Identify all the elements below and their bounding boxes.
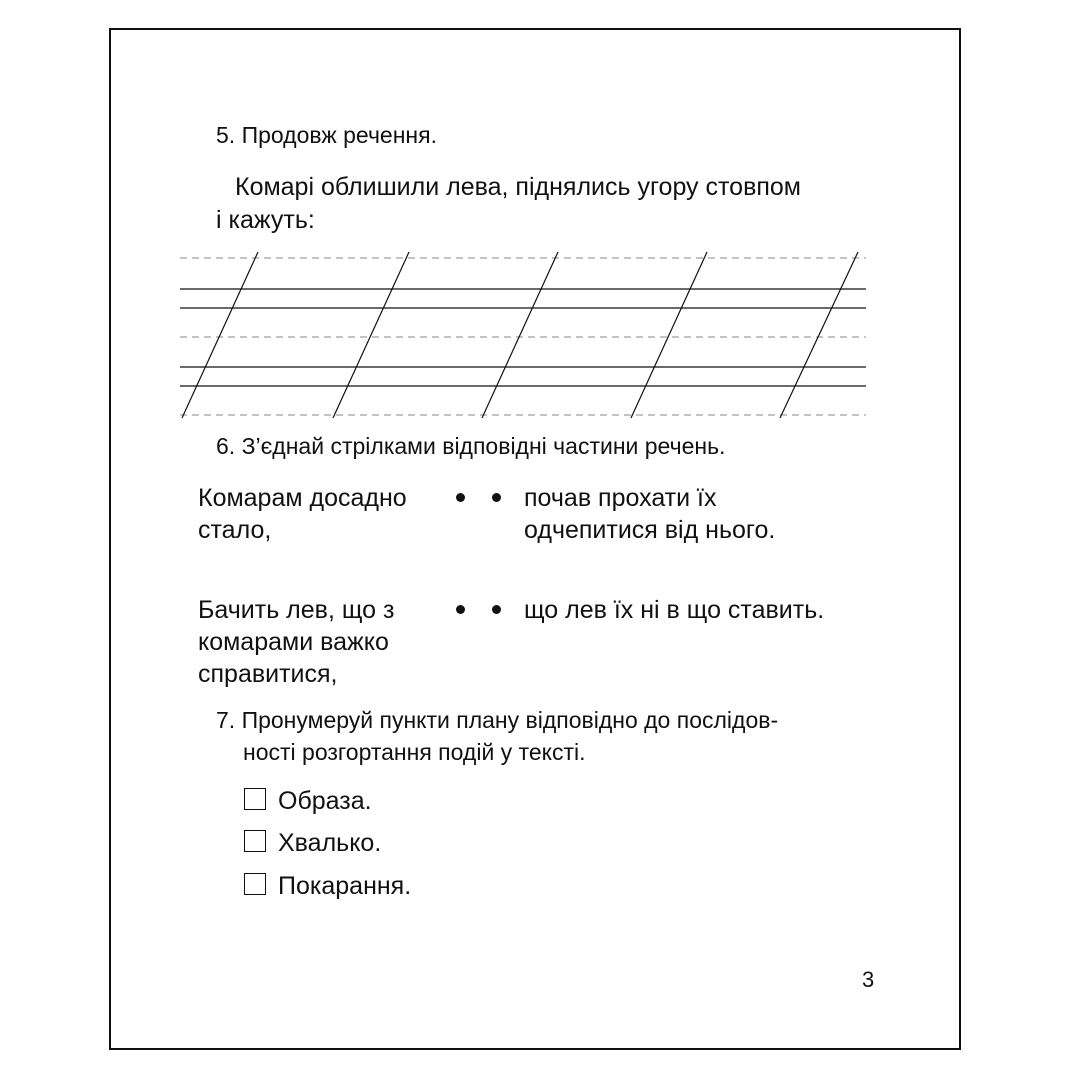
- plan-item-2-checkbox[interactable]: [244, 830, 266, 852]
- task-7-title-line-1: 7. Пронумеруй пункти плану відповідно до послідов-: [216, 707, 779, 733]
- plan-item-3-label: Покарання.: [278, 872, 412, 900]
- task-5-text-line-2: і кажуть:: [216, 206, 315, 234]
- connect-point-left-1[interactable]: [456, 493, 465, 502]
- left-part-2-line-2: комарами важко: [198, 628, 389, 656]
- connect-point-right-2[interactable]: [492, 605, 501, 614]
- task-6-title: 6. З’єднай стрілками відповідні частини речень.: [216, 433, 726, 459]
- plan-item-2-label: Хвалько.: [278, 829, 382, 857]
- right-part-1-line-1: почав прохати їх: [524, 484, 717, 512]
- left-part-1-line-1: Комарам досадно: [198, 484, 407, 512]
- left-part-2-line-3: справитися,: [198, 660, 338, 688]
- task-5-text-line-1: Комарі облишили лева, піднялись угору стовпом: [235, 173, 801, 201]
- task-5-title: 5. Продовж речення.: [216, 122, 437, 148]
- task-7-title-line-2: ності розгортання подій у тексті.: [243, 739, 586, 765]
- left-part-1-line-2: стало,: [198, 516, 272, 544]
- plan-item-3-checkbox[interactable]: [244, 873, 266, 895]
- left-part-2-line-1: Бачить лев, що з: [198, 596, 395, 624]
- page-number: 3: [862, 967, 875, 992]
- right-part-1-line-2: одчепитися від нього.: [524, 516, 776, 544]
- connect-point-right-1[interactable]: [492, 493, 501, 502]
- connect-point-left-2[interactable]: [456, 605, 465, 614]
- plan-item-1-label: Образа.: [278, 787, 372, 815]
- plan-item-1-checkbox[interactable]: [244, 788, 266, 810]
- handwriting-lines[interactable]: [178, 248, 868, 420]
- right-part-2-line-1: що лев їх ні в що ставить.: [524, 596, 825, 624]
